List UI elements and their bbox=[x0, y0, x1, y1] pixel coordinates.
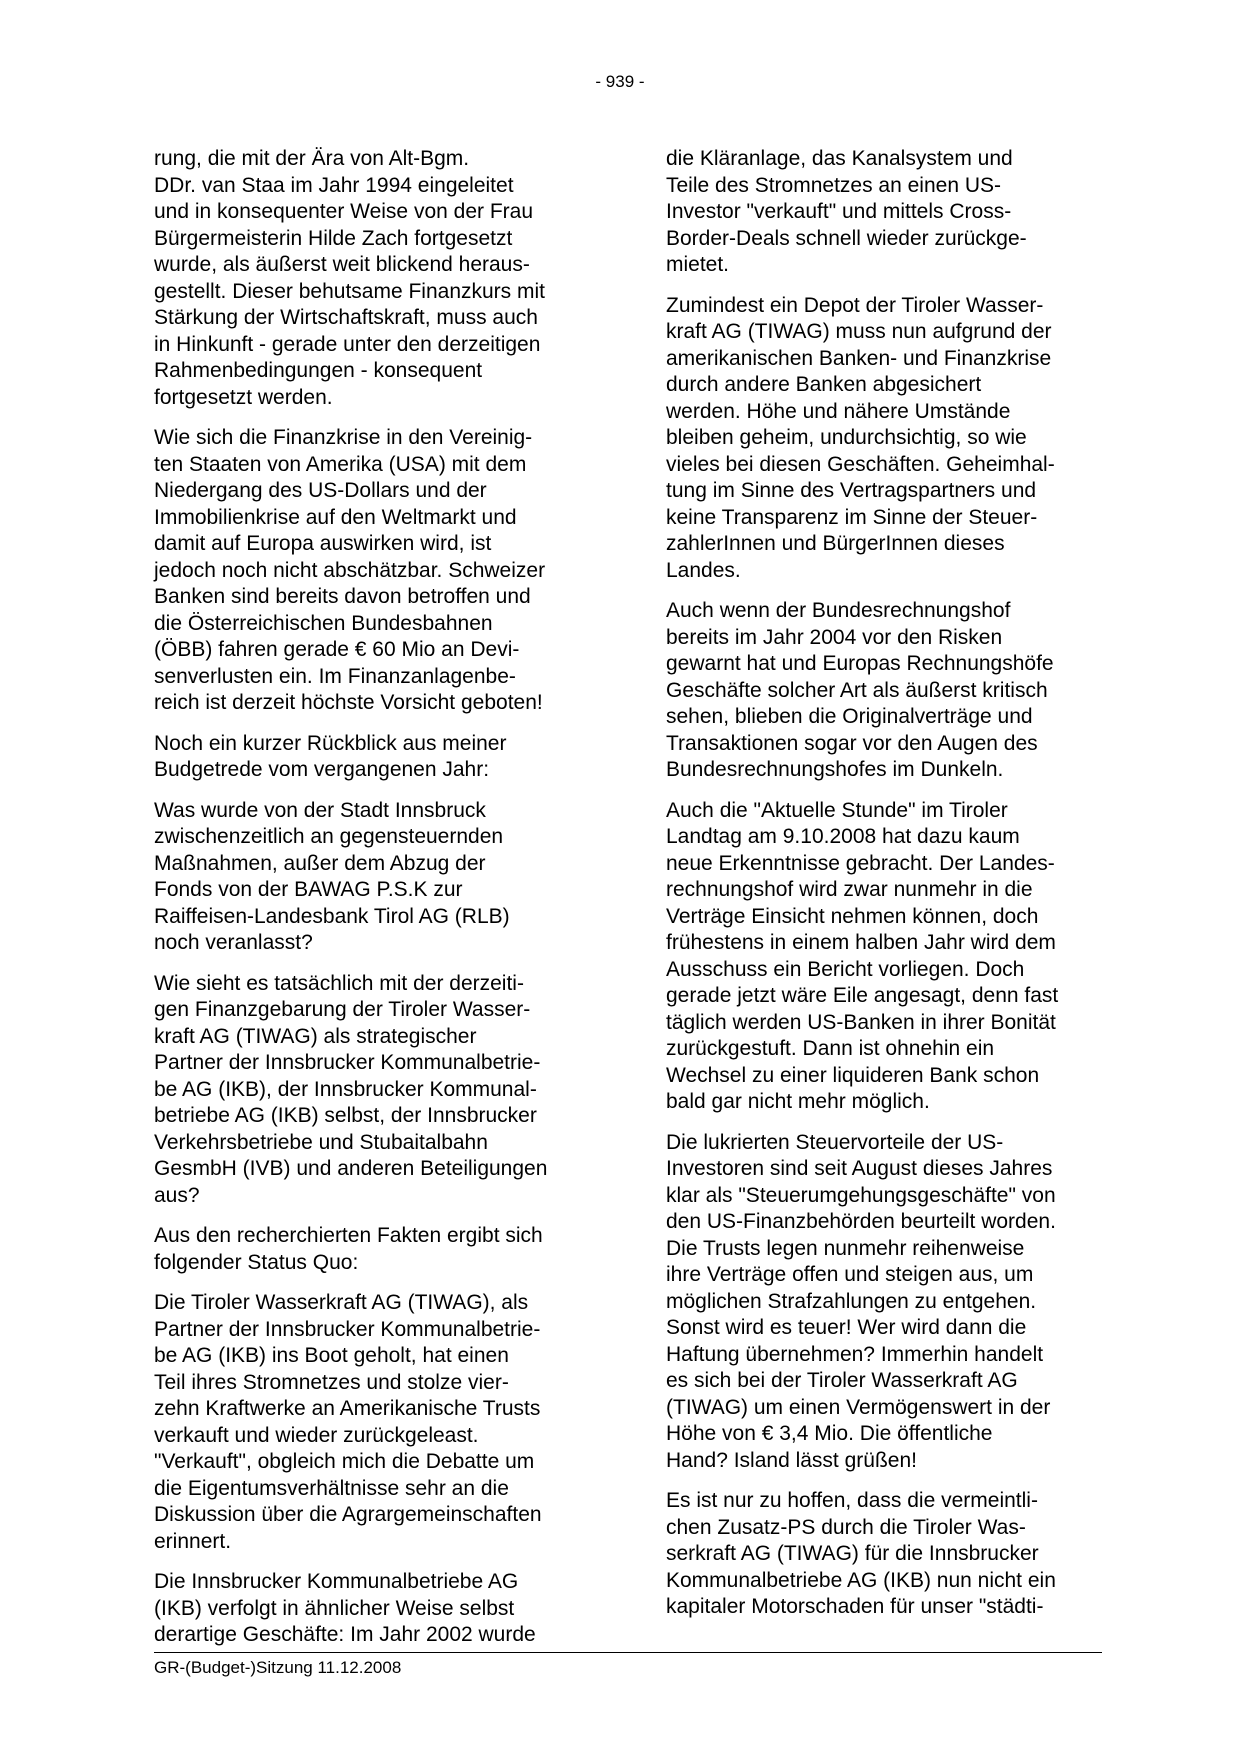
paragraph: rung, die mit der Ära von Alt-Bgm. DDr. van Staa im Jahr 1994 eingeleitet und in konsequenter Weise von der Frau Bürgermeisterin Hilde Zach fortgesetzt wurde, als äußerst weit blickend heraus- gestellt. Dieser behutsame Finanzkurs mit Stärkung der Wirtschaftskraft, muss auch in Hinkunft - gerade unter den derzeitigen Rahmenbedingungen - konsequent fortgesetzt werden. bbox=[154, 147, 545, 409]
paragraph: Was wurde von der Stadt Innsbruck zwischenzeitlich an gegensteuernden Maßnahmen, außer dem Abzug der Fonds von der BAWAG P.S.K zur Raiffeisen-Landesbank Tirol AG (RLB) noch veranlasst? bbox=[154, 798, 510, 954]
paragraph: Noch ein kurzer Rückblick aus meiner Budgetrede vom vergangenen Jahr: bbox=[154, 731, 507, 781]
paragraph: Auch die "Aktuelle Stunde" im Tiroler Landtag am 9.10.2008 hat dazu kaum neue Erkenntnisse gebracht. Der Landes- rechnungshof wird zwar nunmehr in die Verträge Einsicht nehmen können, doch frühestens in einem halben Jahr wird dem Ausschuss ein Bericht vorliegen. Doch gerade jetzt wäre Eile angesagt, denn fast täglich werden US-Banken in ihrer Bonität zurückgestuft. Dann ist ohnehin ein Wechsel zu einer liquideren Bank schon bald gar nicht mehr möglich. bbox=[666, 798, 1059, 1113]
right-column bbox=[666, 146, 1100, 1635]
paragraph: Es ist nur zu hoffen, dass die vermeintli- chen Zusatz-PS durch die Tiroler Was- serkraft AG (TIWAG) für die Innsbrucker Kommunalbetriebe AG (IKB) nun nicht ein kapitaler Motorschaden für unser "städti- bbox=[666, 1489, 1056, 1618]
paragraph: Die Tiroler Wasserkraft AG (TIWAG), als Partner der Innsbrucker Kommunalbetrie- be AG (IKB) ins Boot geholt, hat einen Teil ihres Stromnetzes und stolze vier- zehn Kraftwerke an Amerikanische Trusts verkauft und wieder zurückgeleast. "Verkauft", obgleich mich die Debatte um die Eigentumsverhältnisse sehr an die Diskussion über die Agrargemeinschaften erinnert. bbox=[154, 1291, 542, 1553]
paragraph: Aus den recherchierten Fakten ergibt sich folgender Status Quo: bbox=[154, 1224, 543, 1274]
left-column bbox=[154, 146, 588, 1663]
paragraph: Wie sich die Finanzkrise in den Vereinig- ten Staaten von Amerika (USA) mit dem Niedergang des US-Dollars und der Immobilienkrise auf den Weltmarkt und damit auf Europa auswirken wird, ist jedoch noch nicht abschätzbar. Schweizer Banken sind bereits davon betroffen und die Österreichischen Bundesbahnen (ÖBB) fahren gerade € 60 Mio an Devi- senverlusten ein. Im Finanzanlagenbe- reich ist derzeit höchste Vorsicht geboten! bbox=[154, 426, 546, 714]
footer-text: GR-(Budget-)Sitzung 11.12.2008 bbox=[154, 1658, 402, 1677]
paragraph: Zumindest ein Depot der Tiroler Wasser- kraft AG (TIWAG) muss nun aufgrund der amerikanischen Banken- und Finanzkrise durch andere Banken abgesichert werden. Höhe und nähere Umstände bleiben geheim, undurchsichtig, so wie vieles bei diesen Geschäften. Geheimhal- tung im Sinne des Vertragspartners und keine Transparenz im Sinne der Steuer- zahlerInnen und BürgerInnen dieses Landes. bbox=[666, 293, 1055, 582]
footer-divider bbox=[154, 1652, 1102, 1653]
paragraph: Die lukrierten Steuervorteile der US- Investoren sind seit August dieses Jahres klar als "Steuerumgehungsgeschäfte" von den US-Finanzbehörden beurteilt worden. Die Trusts legen nunmehr reihenweise ihre Verträge offen und steigen aus, um möglichen Strafzahlungen zu entgehen. Sonst wird es teuer! Wer wird dann die Haftung übernehmen? Immerhin handelt es sich bei der Tiroler Wasserkraft AG (TIWAG) um einen Vermögenswert in der Höhe von € 3,4 Mio. Die öffentliche Hand? Island lässt grüßen! bbox=[666, 1130, 1056, 1472]
paragraph: Auch wenn der Bundesrechnungshof bereits im Jahr 2004 vor den Risken gewarnt hat und Europas Rechnungshöfe Geschäfte solcher Art als äußerst kritisch sehen, blieben die Originalverträge und Transaktionen sogar vor den Augen des Bundesrechnungshofes im Dunkeln. bbox=[666, 599, 1054, 781]
paragraph: Wie sieht es tatsächlich mit der derzeiti- gen Finanzgebarung der Tiroler Wasser- kraft AG (TIWAG) als strategischer Partner der Innsbrucker Kommunalbetrie- be AG (IKB), der Innsbrucker Kommunal- betriebe AG (IKB) selbst, der Innsbrucker Verkehrsbetriebe und Stubaitalbahn GesmbH (IVB) und anderen Beteiligungen aus? bbox=[154, 971, 548, 1207]
paragraph: die Kläranlage, das Kanalsystem und Teile des Stromnetzes an einen US- Investor "verkauft" und mittels Cross- Border-Deals schnell wieder zurückge- mietet. bbox=[666, 147, 1027, 276]
paragraph: Die Innsbrucker Kommunalbetriebe AG (IKB) verfolgt in ähnlicher Weise selbst derartige Geschäfte: Im Jahr 2002 wurde bbox=[154, 1570, 536, 1646]
page-number: - 939 - bbox=[595, 72, 645, 91]
